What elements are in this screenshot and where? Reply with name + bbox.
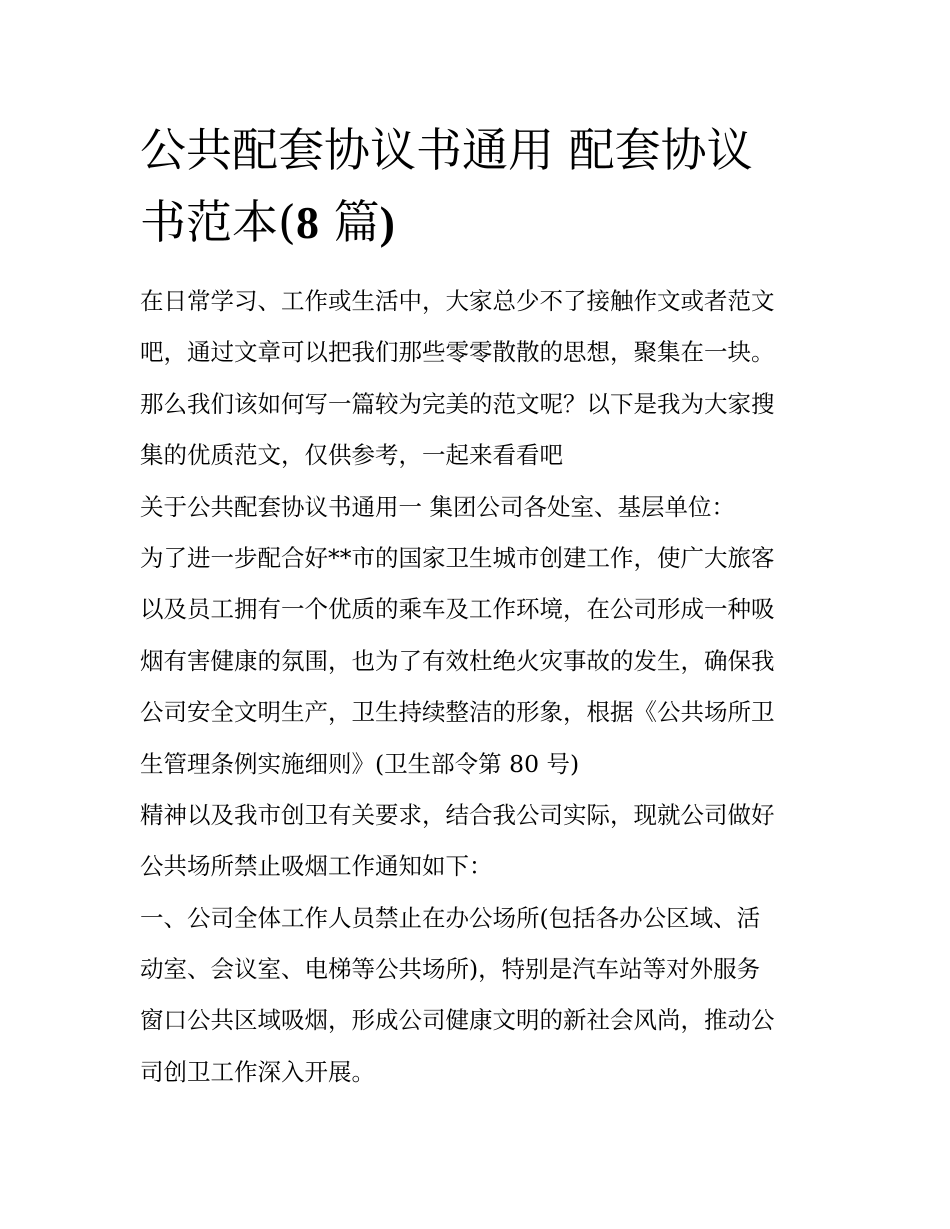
body-line: 吧，通过文章可以把我们那些零零散散的思想，聚集在一块。 <box>140 338 775 367</box>
body-line: 一、公司全体工作人员禁止在办公场所(包括各办公区域、活 <box>140 903 761 932</box>
body-line: 集的优质范文，仅供参考，一起来看看吧 <box>140 441 563 470</box>
body-line: 关于公共配套协议书通用一 集团公司各处室、基层单位： <box>140 492 735 521</box>
title-count: 8 <box>295 197 319 248</box>
body-line: 动室、会议室、电梯等公共场所)，特别是汽车站等对外服务 <box>140 955 761 984</box>
title-line-2 <box>140 186 830 259</box>
body-line: 烟有害健康的氛围，也为了有效杜绝火灾事故的发生，确保我 <box>140 646 775 675</box>
title-line-2-suffix: ) <box>379 197 395 248</box>
body-line: 司创卫工作深入开展。 <box>140 1057 375 1086</box>
body-line: 公司安全文明生产，卫生持续整洁的形象，根据《公共场所卫 <box>140 698 775 727</box>
title-line-2-mid: 篇 <box>318 195 380 249</box>
body-line: 那么我们该如何写一篇较为完美的范文呢？以下是我为大家搜 <box>140 389 775 418</box>
body-line: 精神以及我市创卫有关要求，结合我公司实际，现就公司做好 <box>140 800 775 829</box>
document-body <box>140 276 830 1098</box>
body-line: 生管理条例实施细则》(卫生部令第 80 号) <box>140 749 580 778</box>
title-line-1: 公共配套协议书通用 配套协议 <box>140 123 753 177</box>
body-line: 在日常学习、工作或生活中，大家总少不了接触作文或者范文 <box>140 287 775 315</box>
body-line: 窗口公共区域吸烟，形成公司健康文明的新社会风尚，推动公 <box>140 1006 775 1035</box>
title-line-2-prefix: 书范本( <box>140 195 296 249</box>
body-line: 为了进一步配合好**市的国家卫生城市创建工作，使广大旅客 <box>140 543 775 572</box>
body-line: 以及员工拥有一个优质的乘车及工作环境，在公司形成一种吸 <box>140 595 775 624</box>
body-line: 公共场所禁止吸烟工作通知如下： <box>140 852 493 881</box>
document-title <box>140 114 830 259</box>
